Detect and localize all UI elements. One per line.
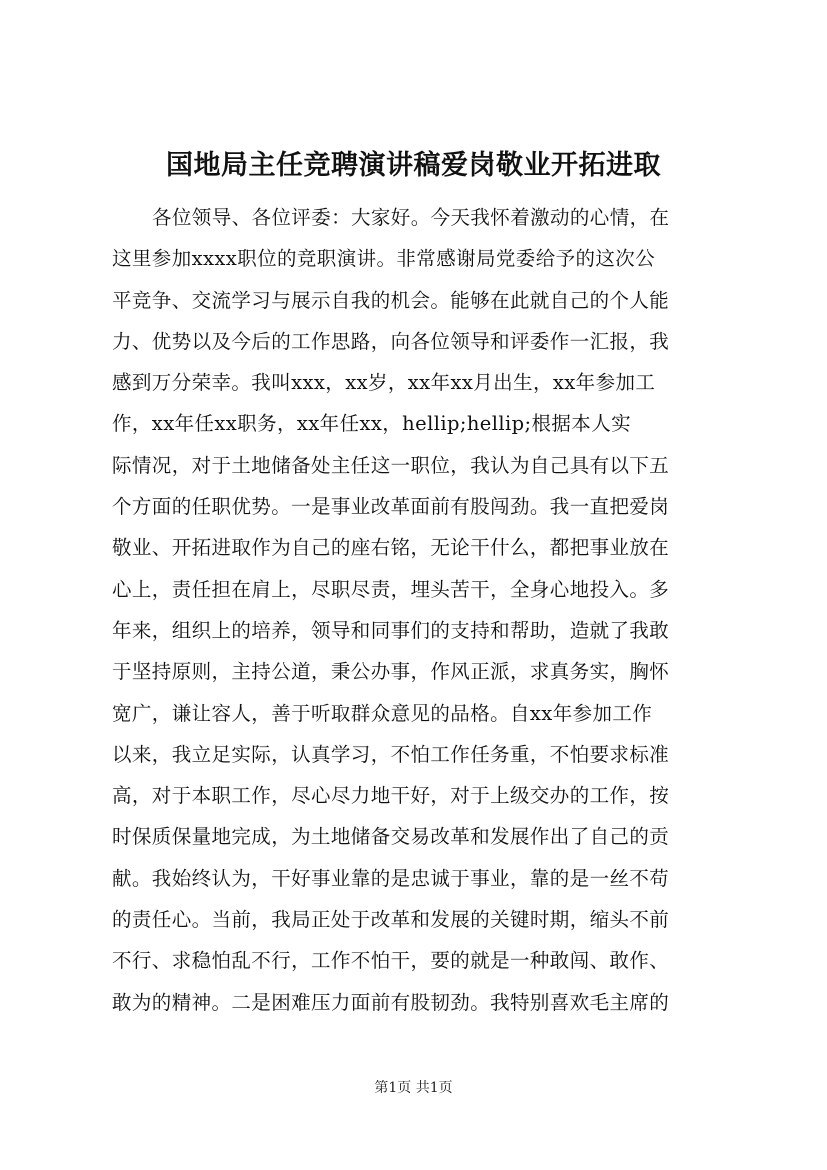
body-line: 心上，责任担在肩上，尽职尽责，埋头苦干，全身心地投入。多	[112, 577, 670, 601]
body-line: 个方面的任职优势。一是事业改革面前有股闯劲。我一直把爱岗	[112, 495, 670, 519]
body-line: 际情况，对于土地储备处主任这一职位，我认为自己具有以下五	[112, 453, 670, 477]
body-line: 年来，组织上的培养，领导和同事们的支持和帮助，造就了我敢	[112, 618, 670, 642]
body-line: 时保质保量地完成，为土地储备交易改革和发展作出了自己的贡	[112, 825, 670, 849]
body-line: 不行、求稳怕乱不行，工作不怕干，要的就是一种敢闯、敢作、	[112, 949, 670, 973]
body-line: 的责任心。当前，我局正处于改革和发展的关键时期，缩头不前	[112, 908, 670, 932]
body-line: 这里参加xxxx职位的竞职演讲。非常感谢局党委给予的这次公	[112, 247, 656, 271]
body-line: 作，xx年任xx职务，xx年任xx，hellip;hellip;根据本人实	[112, 412, 632, 436]
body-line: 敬业、开拓进取作为自己的座右铭，无论干什么，都把事业放在	[112, 536, 670, 560]
page-footer: 第1页 共1页	[374, 1080, 453, 1096]
body-line: 以来，我立足实际，认真学习，不怕工作任务重，不怕要求标准	[112, 742, 670, 766]
body-line: 高，对于本职工作，尽心尽力地干好，对于上级交办的工作，按	[112, 784, 670, 808]
body-line: 于坚持原则，主持公道，秉公办事，作风正派，求真务实，胸怀	[112, 660, 670, 684]
body-line: 平竞争、交流学习与展示自我的机会。能够在此就自己的个人能	[112, 288, 670, 312]
body-line: 力、优势以及今后的工作思路，向各位领导和评委作一汇报，我	[112, 329, 670, 353]
body-line: 各位领导、各位评委：大家好。今天我怀着激动的心情，在	[152, 206, 670, 229]
body-line: 献。我始终认为，干好事业靠的是忠诚于事业，靠的是一丝不苟	[112, 866, 670, 890]
body-line: 宽广，谦让容人，善于听取群众意见的品格。自xx年参加工作	[112, 701, 653, 725]
document-title: 国地局主任竞聘演讲稿爱岗敬业开拓进取	[166, 150, 661, 181]
document-body	[112, 197, 722, 1023]
body-line: 敢为的精神。二是困难压力面前有股韧劲。我特别喜欢毛主席的	[112, 990, 670, 1014]
body-line: 感到万分荣幸。我叫xxx，xx岁，xx年xx月出生，xx年参加工	[112, 371, 656, 395]
